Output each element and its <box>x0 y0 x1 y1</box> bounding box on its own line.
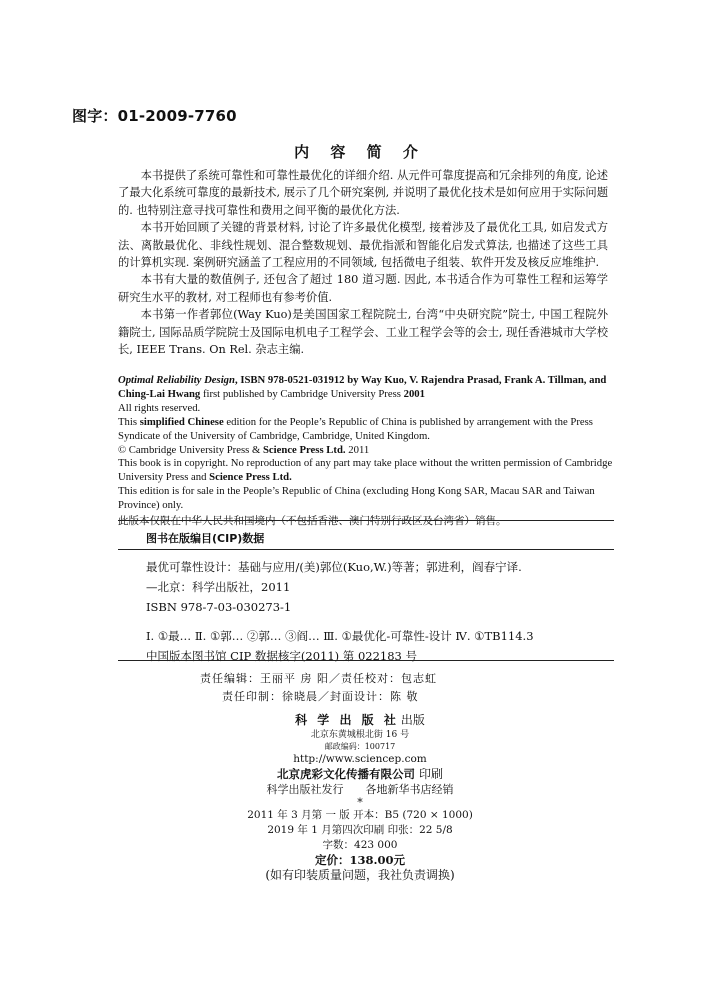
edition-text-bold: simplified Chinese <box>139 415 224 428</box>
sale-line: This edition is for sale in the People’s Republic of China (excluding Hong Kong SAR, Macau SAR and Taiwan Province) only. <box>118 485 595 512</box>
publication-text: first published by Cambridge University Press <box>200 387 404 400</box>
cip-title-line: 最优可靠性设计：基础与应用/(美)郭位(Kuo,W.)等著；郭进利，阎春宁译. <box>146 560 522 574</box>
publisher-address: 北京东黄城根北街 16 号 <box>310 730 410 740</box>
publisher-role: 出版 <box>400 713 425 727</box>
reproduction-line <box>118 457 614 485</box>
reproduction-text: This book is in copyright. No reproduction of any part may take place without the written permission of Cambridge University Press and <box>118 457 613 484</box>
edition-info: 2011 年 3 月第 一 版 开本：B5 (720 × 1000) <box>247 809 473 821</box>
summary-paragraph-2: 本书开始回顾了关键的背景材料, 讨论了许多最优化模型, 接着涉及了最优化工具, 如启发式方法、离散最优化、非线性规划、混合整数规划、最优指派和智能化启发式算法, 也描述了这些工具的计算机实现. 案例研究涵盖了工程应用的不同领域, 包括微电子组装、软件开发及核反应堆维护. <box>118 221 608 270</box>
cip-top-rule <box>118 520 614 521</box>
editors-line-1: 责任编辑：王丽平 房 阳／责任校对：包志虹 <box>200 672 437 685</box>
cip-number: 中国版本图书馆 CIP 数据核字(2011) 第 022183 号 <box>146 649 417 663</box>
editors-block <box>200 670 437 706</box>
word-count: 字数：423 000 <box>322 839 398 851</box>
publisher-postcode: 邮政编码：100717 <box>324 742 396 751</box>
summary-title: 内 容 简 介 <box>294 143 426 161</box>
publication-year: 2001 <box>403 387 425 400</box>
copyright-notice <box>118 444 614 458</box>
cip-middle-rule <box>118 549 614 550</box>
edition-line <box>118 416 614 444</box>
cip-body <box>146 557 616 666</box>
publisher-name: 科 学 出 版 社 <box>295 713 399 727</box>
rights-line: All rights reserved. <box>118 401 201 414</box>
book-title: Optimal Reliability Design <box>118 374 235 386</box>
cip-publisher-line: —北京：科学出版社，2011 <box>146 580 291 594</box>
cip-heading: 图书在版编目(CIP)数据 <box>146 532 265 545</box>
editors-line-2: 责任印制：徐晓晨／封面设计：陈 敬 <box>222 690 419 703</box>
summary-paragraph-3: 本书有大量的数值例子, 还包含了超过 180 道习题. 因此, 本书适合作为可靠性工程和运筹学研究生水平的教材, 对工程师也有参考价值. <box>118 273 608 304</box>
isbn-label: , ISBN 978-0521-031912 by <box>234 374 361 386</box>
cip-bottom-rule <box>118 660 614 661</box>
cip-classification: Ⅰ. ①最… Ⅱ. ①郭… ②郭… ③阎… Ⅲ. ①最优化-可靠性-设计 Ⅳ. ①TB114.3 <box>146 629 534 643</box>
summary-paragraph-4: 本书第一作者郭位(Way Kuo)是美国国家工程院院士, 台湾“中央研究院”院士, 中国工程院外籍院士, 国际品质学院院士及国际电机电子工程学会、工业工程学会等的会士, 现任香港城市大学校长, IEEE Trans. On Rel. 杂志主编. <box>118 308 608 357</box>
price: 定价：138.00元 <box>314 853 405 867</box>
registration-number: 图字：01-2009-7760 <box>72 107 237 125</box>
authors: Way Kuo, V. Rajendra Prasad, Frank A. Tillman, and Ching-Lai Hwang <box>118 374 607 400</box>
quality-notice: (如有印装质量问题，我社负责调换) <box>265 868 455 882</box>
separator-star: * <box>357 796 363 809</box>
edition-text-b: edition for the People’s Republic of China is published by arrangement with the Press Syndicate of the University of Cambridge, Cambridge, United Kingdom. <box>118 415 593 442</box>
distributor: 各地新华书店经销 <box>365 783 454 796</box>
issuer: 科学出版社发行 <box>266 783 344 796</box>
summary-paragraph-1: 本书提供了系统可靠性和可靠性最优化的详细介绍. 从元件可靠度提高和冗余排列的角度, 论述了最大化系统可靠度的最新技术, 展示了几个研究案例, 并说明了最优化技术是如何应用于实际问题的. 也特别注意寻找可靠性和费用之间平衡的最优化方法. <box>118 169 608 217</box>
original-edition-line <box>118 374 614 402</box>
sale-line-chinese: 此版本仅限在中华人民共和国境内（不包括香港、澳门特别行政区及台湾省）销售。 <box>118 515 507 528</box>
summary-body <box>118 167 608 358</box>
publisher-url: http://www.sciencep.com <box>293 753 427 765</box>
reproduction-text-bold: Science Press Ltd. <box>209 471 292 484</box>
edition-text-a: This <box>118 415 140 428</box>
copyright-text-a: © Cambridge University Press & <box>118 443 263 456</box>
printer-role: 印刷 <box>418 767 443 781</box>
copyright-year: 2011 <box>345 443 370 456</box>
colophon-block <box>0 713 720 883</box>
cip-isbn: ISBN 978-7-03-030273-1 <box>146 600 292 614</box>
printing-info: 2019 年 1 月第四次印刷 印张：22 5/8 <box>267 824 453 836</box>
copyright-text-bold: Science Press Ltd. <box>262 443 346 456</box>
printer-name: 北京虎彩文化传播有限公司 <box>276 767 415 781</box>
copyright-block <box>118 374 614 529</box>
